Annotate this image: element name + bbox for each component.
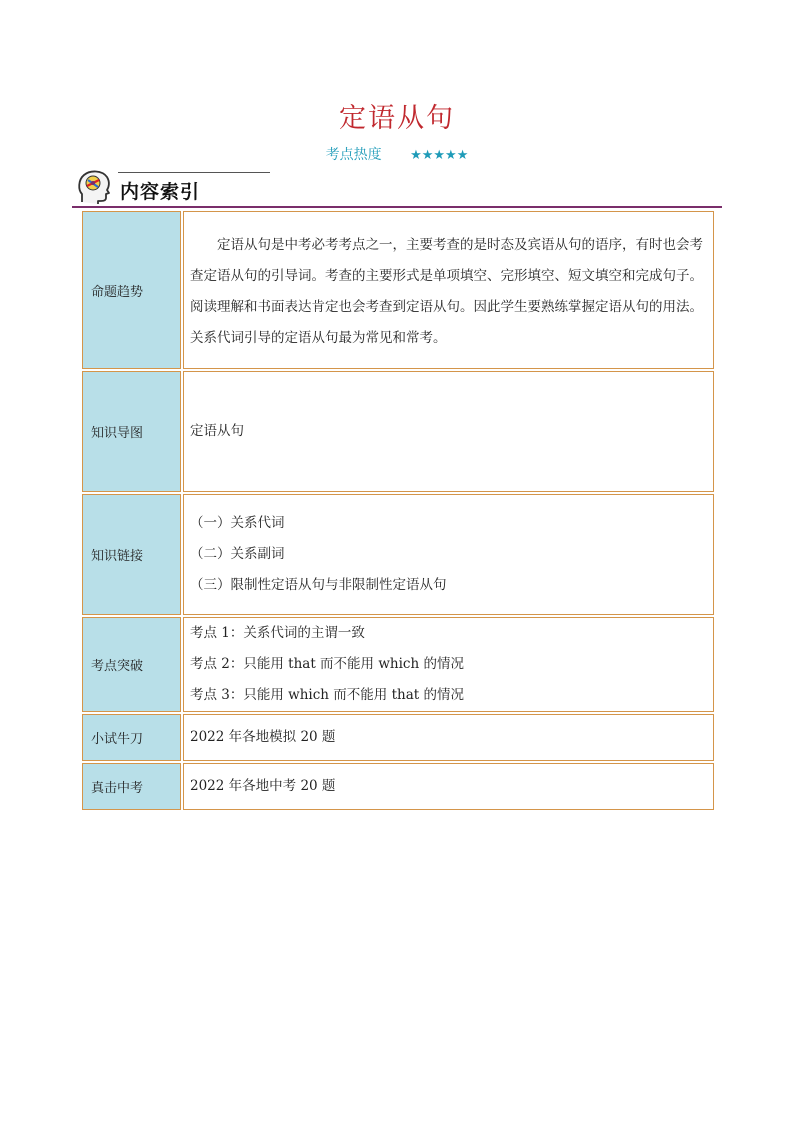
index-divider (72, 206, 722, 208)
list-item: （一）关系代词 (190, 515, 285, 531)
table-row (82, 211, 714, 369)
content-index-table (80, 209, 716, 812)
trend-paragraph: 定语从句是中考必考考点之一，主要考查的是时态及宾语从句的语序，有时也会考查定语从句的引导词。考查的主要形式是单项填空、完形填空、短文填空和完成句子。阅读理解和书面表达肯定也会考查到定语从句。因此学生要熟练掌握定语从句的用法。关系代词引导的定语从句最为常见和常考。 (190, 236, 703, 346)
index-top-rule (118, 172, 270, 173)
brain-head-icon (76, 168, 112, 206)
row-content (183, 617, 714, 712)
heat-label: 考点热度 (325, 147, 382, 163)
row-label: 考点突破 (82, 617, 181, 712)
list-item: 考点 2：只能用 that 而不能用 which 的情况 (190, 656, 464, 672)
index-label: 内容索引 (120, 181, 201, 203)
row-content (183, 211, 714, 369)
list-item: （二）关系副词 (190, 546, 285, 562)
table-row (82, 714, 714, 761)
exam-heat (0, 144, 794, 164)
list-item: 考点 3：只能用 which 而不能用 that 的情况 (190, 687, 464, 703)
list-item: （三）限制性定语从句与非限制性定语从句 (190, 577, 447, 593)
row-content (183, 494, 714, 615)
table-row (82, 763, 714, 810)
table-row (82, 617, 714, 712)
page-title: 定语从句 (339, 103, 455, 134)
row-content: 2022 年各地模拟 20 题 (183, 714, 714, 761)
list-item: 考点 1：关系代词的主谓一致 (190, 625, 365, 641)
row-label: 知识导图 (82, 371, 181, 492)
content-index-header (72, 165, 722, 209)
row-content: 定语从句 (183, 371, 714, 492)
row-label: 小试牛刀 (82, 714, 181, 761)
row-content: 2022 年各地中考 20 题 (183, 763, 714, 810)
table-row (82, 494, 714, 615)
row-label: 真击中考 (82, 763, 181, 810)
row-label: 命题趋势 (82, 211, 181, 369)
star-rating: ★★★★★ (410, 148, 469, 163)
table-row (82, 371, 714, 492)
row-label: 知识链接 (82, 494, 181, 615)
